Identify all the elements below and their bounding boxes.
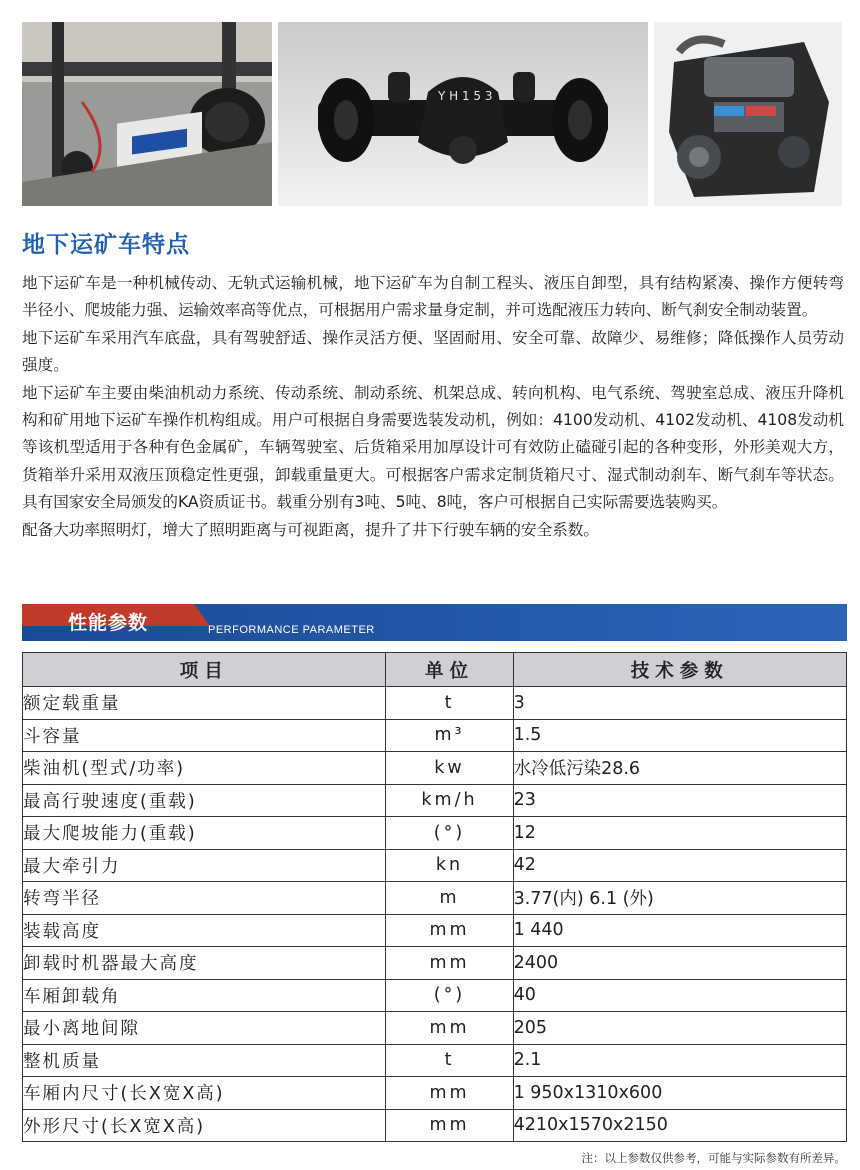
row-value: 40 [513,979,846,1012]
row-value: 4210x1570x2150 [513,1109,846,1142]
row-unit: mm [386,914,513,947]
paragraph: 地下运矿车采用汽车底盘，具有驾驶舒适、操作灵活方便、坚固耐用、安全可靠、故障少、易维修；降低操作人员劳动强度。 [22,328,844,375]
row-value: 水冷低污染28.6 [513,752,846,785]
row-item: 最大牵引力 [23,849,386,882]
footnote: 注：以上参数仅供参考，可能与实际参数有所差异。 [581,1151,846,1165]
row-item: 柴油机(型式/功率) [23,752,386,785]
row-item: 车厢卸载角 [23,979,386,1012]
table-row [23,817,847,850]
row-value: 1.5 [513,719,846,752]
table-row [23,882,847,915]
table-row [23,752,847,785]
row-unit: t [386,687,513,720]
row-unit: m³ [386,719,513,752]
row-unit: t [386,1044,513,1077]
engine-photo [654,22,842,206]
photo-strip [22,22,842,206]
banner-title: 性能参数 [68,612,149,634]
row-item: 最大爬坡能力(重载) [23,817,386,850]
row-item: 转弯半径 [23,882,386,915]
row-value: 205 [513,1012,846,1045]
row-value: 2400 [513,947,846,980]
row-value: 1 950x1310x600 [513,1077,846,1110]
table-row [23,1044,847,1077]
table-row [23,1109,847,1142]
row-item: 车厢内尺寸(长X宽X高) [23,1077,386,1110]
table-row [23,947,847,980]
row-unit: kn [386,849,513,882]
row-item: 额定载重量 [23,687,386,720]
row-unit: mm [386,1109,513,1142]
banner-subtitle: PERFORMANCE PARAMETER [208,624,375,636]
parameter-table [22,652,847,1142]
row-unit: kw [386,752,513,785]
row-item: 整机质量 [23,1044,386,1077]
row-unit: (°) [386,979,513,1012]
row-unit: (°) [386,817,513,850]
chassis-photo [22,22,272,206]
row-value: 42 [513,849,846,882]
row-value: 3.77(内) 6.1 (外) [513,882,846,915]
row-item: 卸载时机器最大高度 [23,947,386,980]
row-unit: mm [386,1077,513,1110]
axle-photo [278,22,648,206]
row-value: 23 [513,784,846,817]
row-value: 2.1 [513,1044,846,1077]
performance-banner [22,604,847,641]
table-row [23,687,847,720]
table-header-row [23,653,847,687]
table-row [23,1077,847,1110]
row-unit: mm [386,1012,513,1045]
row-item: 最高行驶速度(重载) [23,784,386,817]
header-unit: 单位 [386,653,513,687]
table-row [23,784,847,817]
table-row [23,849,847,882]
row-unit: mm [386,947,513,980]
description [22,270,844,544]
row-item: 斗容量 [23,719,386,752]
section-title: 地下运矿车特点 [22,232,190,258]
row-unit: m [386,882,513,915]
table-row [23,719,847,752]
row-value: 1 440 [513,914,846,947]
row-value: 3 [513,687,846,720]
table-row [23,914,847,947]
table-row [23,1012,847,1045]
row-item: 最小离地间隙 [23,1012,386,1045]
row-item: 装载高度 [23,914,386,947]
header-item: 项目 [23,653,386,687]
row-item: 外形尺寸(长X宽X高) [23,1109,386,1142]
header-value: 技术参数 [513,653,846,687]
row-value: 12 [513,817,846,850]
table-row [23,979,847,1012]
paragraph: 地下运矿车主要由柴油机动力系统、传动系统、制动系统、机架总成、转向机构、电气系统、驾驶室总成、液压升降机构和矿用地下运矿车操作机构组成。用户可根据自身需要选装发动机，例如：4100发动机、4102发动机、4108发动机等该机型适用于各种有色金属矿，车辆驾驶室、后货箱采用加厚设计可有效防止磕碰引起的各种变形，外形美观大方，货箱举升采用双液压顶稳定性更强，卸载重量更大。可根据客户需求定制货箱尺寸、湿式制动刹车、断气刹车等状态。具有国家安全局颁发的KA资质证书。载重分别有3吨、5吨、8吨，客户可根据自己实际需要选装购买。 [22,383,844,512]
paragraph: 地下运矿车是一种机械传动、无轨式运输机械，地下运矿车为自制工程头、液压自卸型，具有结构紧凑、操作方便转弯半径小、爬坡能力强、运输效率高等优点，可根据用户需求量身定制，并可选配液压力转向、断气刹安全制动装置。 [22,274,844,320]
paragraph: 配备大功率照明灯，增大了照明距离与可视距离，提升了井下行驶车辆的安全系数。 [22,520,599,539]
axle-label: Y H 1 5 3 [438,89,493,103]
row-unit: km/h [386,784,513,817]
